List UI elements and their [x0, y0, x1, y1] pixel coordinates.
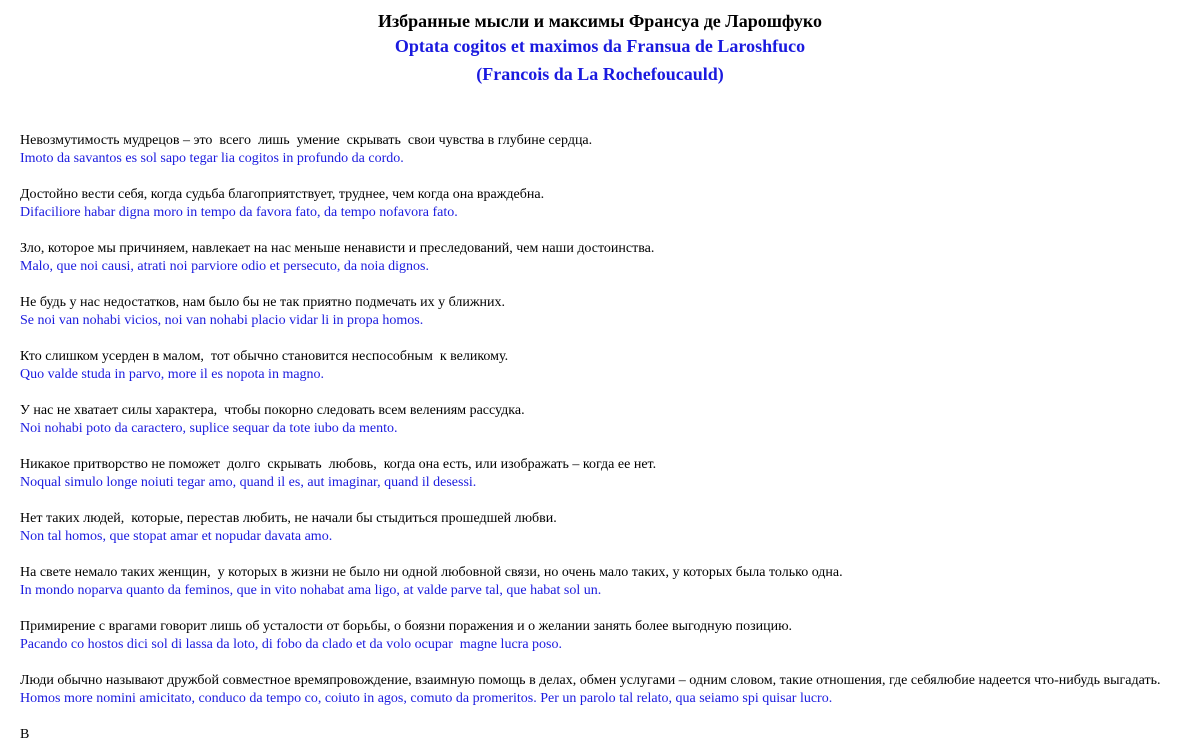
maxim-item — [8, 726, 1194, 740]
maxim-item — [8, 510, 1194, 546]
maxim-russian: Зло, которое мы причиняем, навлекает на нас меньше ненависти и преследований, чем наши достоинства. — [20, 241, 655, 256]
maxim-russian: Никакое притворство не поможет долго скрывать любовь, когда она есть, или изображать – когда ее нет. — [20, 457, 657, 472]
maxim-russian: Не будь у нас недостатков, нам было бы не так приятно подмечать их у ближних. — [20, 295, 506, 310]
maxim-item — [8, 132, 1194, 168]
maxim-latin: Quo valde studa in parvo, more il es nopota in magno. — [20, 367, 325, 382]
maxim-russian: Кто слишком усерден в малом, тот обычно становится неспособным к великому. — [20, 349, 509, 364]
maxim-russian: Люди обычно называют дружбой совместное времяпровождение, взаимную помощь в делах, обмен услугами – одним словом, такие отношения, где себялюбие надеется что-нибудь выгадать. — [20, 673, 1161, 688]
maxim-latin: Imoto da savantos es sol sapo tegar lia cogitos in profundo da cordo. — [20, 151, 404, 166]
maxim-item — [8, 564, 1194, 600]
maxim-russian: Невозмутимость мудрецов – это всего лишь умение скрывать свои чувства в глубине сердца. — [20, 133, 593, 148]
maxim-item — [8, 240, 1194, 276]
maxim-russian: Нет таких людей, которые, перестав любить, не начали бы стыдиться прошедшей любви. — [20, 511, 557, 526]
maxim-item — [8, 186, 1194, 222]
page-title-russian: Избранные мысли и максимы Франсуа де Ларошфуко — [377, 11, 823, 31]
maxim-latin: In mondo noparva quanto da feminos, que in vito nohabat ama ligo, at valde parve tal, que habat sol un. — [20, 583, 602, 598]
maxim-latin: Se noi van nohabi vicios, noi van nohabi placio vidar li in propa homos. — [20, 313, 424, 328]
maxim-item — [8, 618, 1194, 654]
maxim-russian: На свете немало таких женщин, у которых в жизни не было ни одной любовной связи, но очень мало таких, у которых была только одна. — [20, 565, 843, 580]
maxim-latin: Pacando co hostos dici sol di lassa da loto, di fobo da clado et da volo ocupar magne lucra poso. — [20, 637, 562, 652]
maxim-item — [8, 294, 1194, 330]
maxim-item — [8, 672, 1194, 708]
maxim-russian: У нас не хватает силы характера, чтобы покорно следовать всем велениям рассудка. — [20, 403, 525, 418]
maxim-latin: Non tal homos, que stopat amar et nopudar davata amo. — [20, 529, 333, 544]
page-title-latin: Optata cogitos et maximos da Fransua de Laroshfuco — [394, 36, 806, 56]
maxims-list — [0, 132, 1200, 740]
page-subtitle-latin: (Francois da La Rochefoucauld) — [476, 64, 724, 84]
maxim-latin: Noqual simulo longe noiuti tegar amo, quand il es, aut imaginar, quand il desessi. — [20, 475, 477, 490]
maxim-latin: Difaciliore habar digna moro in tempo da favora fato, da tempo nofavora fato. — [20, 205, 458, 220]
maxim-item — [8, 348, 1194, 384]
maxim-latin: Homos more nomini amicitato, conduco da tempo co, coiuto in agos, comuto da promeritos. Per un parolo tal relato, qua seiamo spi quisar lucro. — [20, 691, 833, 706]
maxim-latin: Noi nohabi poto da caractero, suplice sequar da tote iubo da mento. — [20, 421, 398, 436]
maxim-item — [8, 402, 1194, 438]
maxim-russian: Примирение с врагами говорит лишь об усталости от борьбы, о боязни поражения и о желании занять более выгодную позицию. — [20, 619, 793, 634]
maxim-item — [8, 456, 1194, 492]
maxim-latin: Malo, que noi causi, atrati noi parviore odio et persecuto, da noia dignos. — [20, 259, 430, 274]
document-header — [0, 0, 1200, 88]
maxim-russian: В — [20, 727, 30, 740]
maxim-russian: Достойно вести себя, когда судьба благоприятствует, труднее, чем когда она враждебна. — [20, 187, 545, 202]
